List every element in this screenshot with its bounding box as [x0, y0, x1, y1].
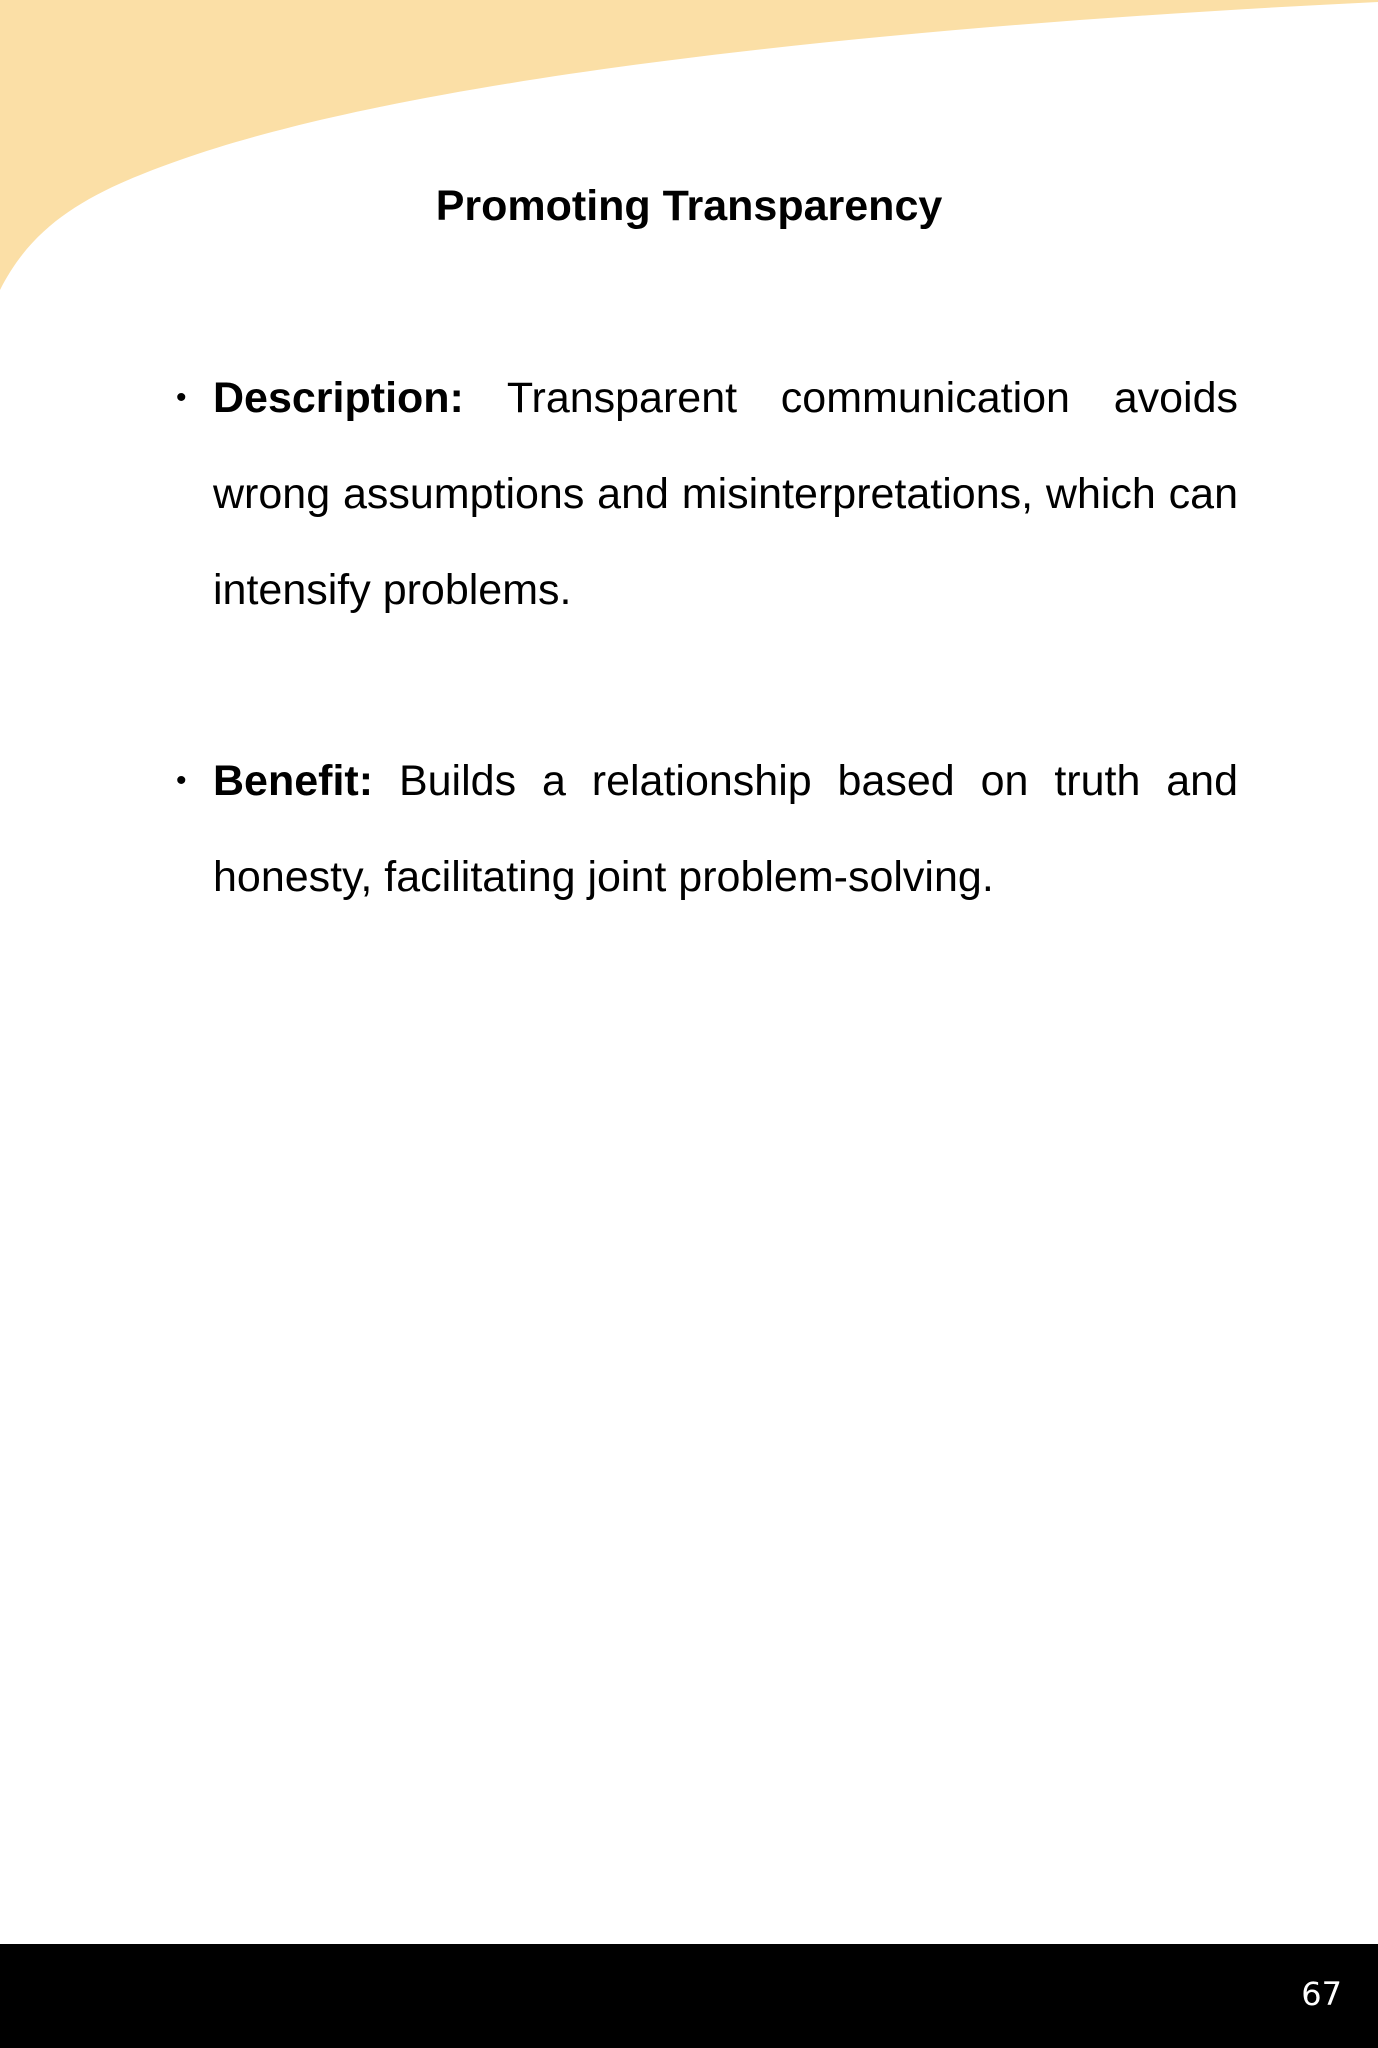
bullet-list	[168, 350, 1238, 925]
decorative-wave-shape	[0, 0, 1378, 300]
bullet-item-benefit	[168, 733, 1238, 925]
bullet-item-description	[168, 350, 1238, 638]
bullet-text: Builds a relationship based on truth and honesty, facilitating joint problem-solving.	[213, 757, 1238, 901]
footer-bar	[0, 1944, 1378, 2048]
content-area	[168, 350, 1238, 1020]
bullet-dot-icon: •	[176, 381, 187, 414]
bullet-term: Description:	[213, 374, 464, 422]
bullet-dot-icon: •	[176, 764, 187, 797]
bullet-term: Benefit:	[213, 757, 374, 805]
page-title: Promoting Transparency	[435, 182, 943, 230]
page-number: 67	[1301, 1975, 1342, 2013]
wave-fill	[0, 0, 1378, 290]
bullet-text: Transparent communication avoids wrong assumptions and misinterpretations, which can intensify problems.	[213, 374, 1238, 614]
